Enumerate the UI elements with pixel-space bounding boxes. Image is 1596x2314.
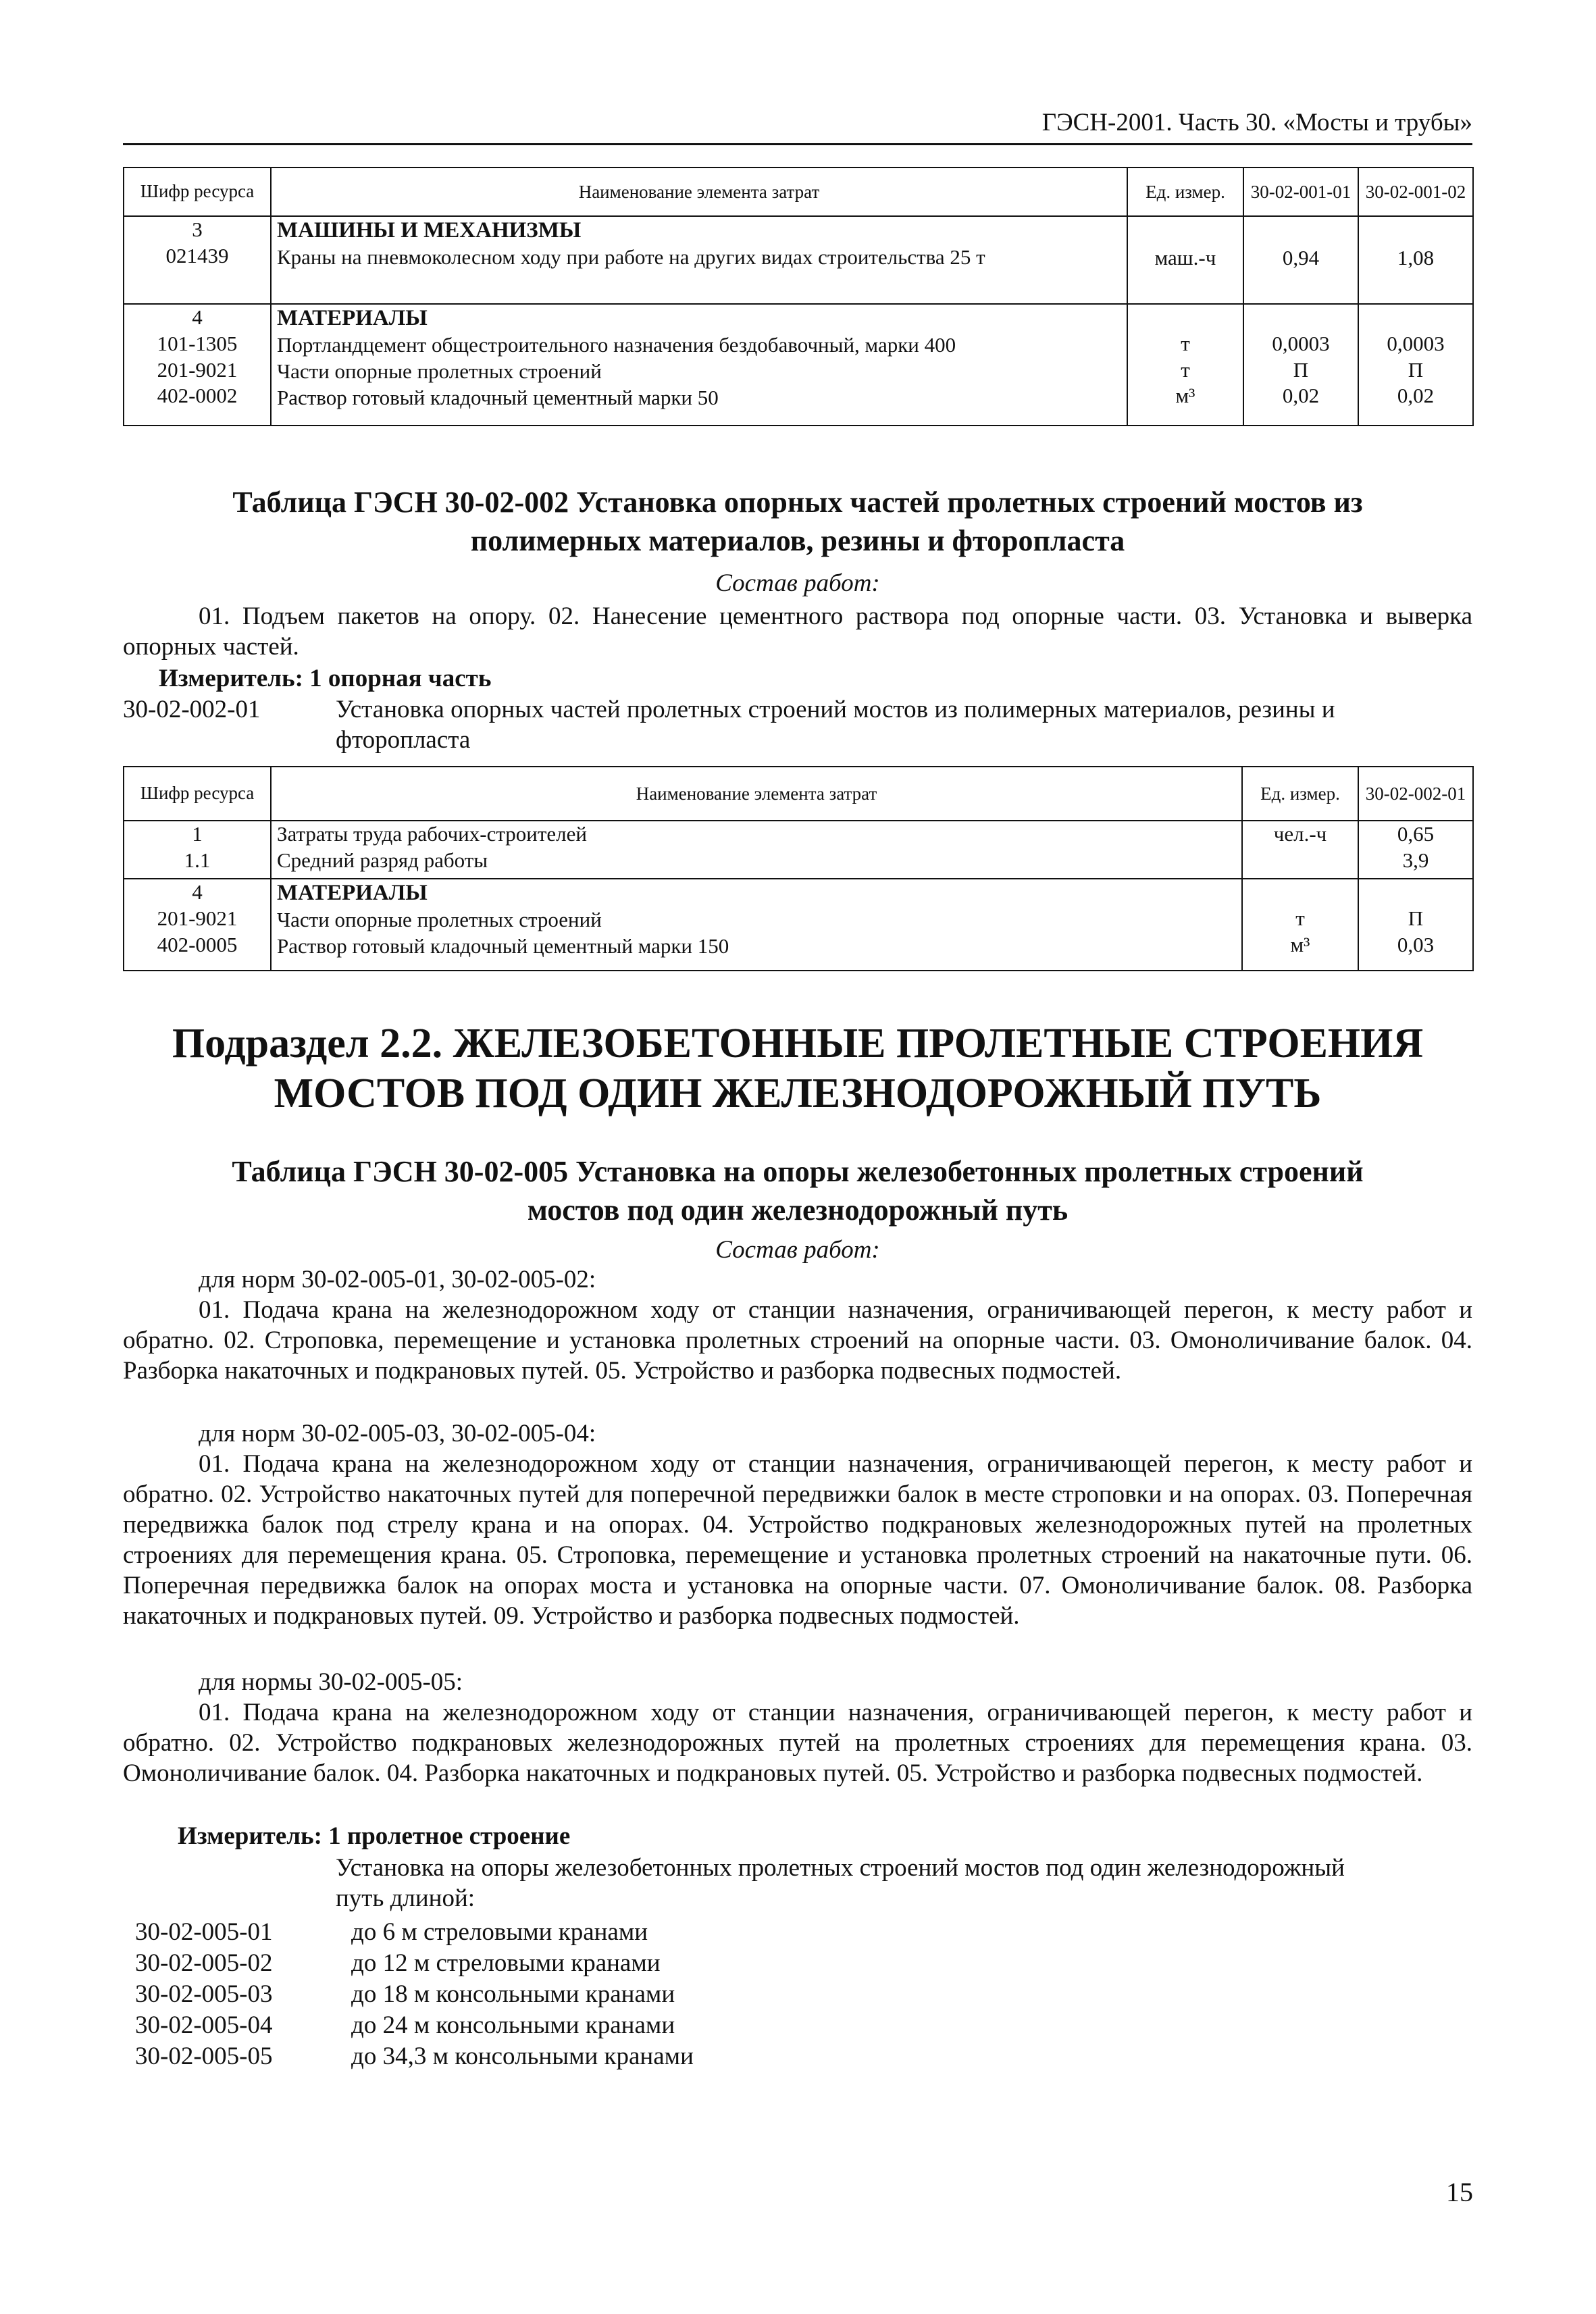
resource-name: Раствор готовый кладочный цементный марки 50 — [277, 385, 719, 409]
title-line: Таблица ГЭСН 30-02-002 Установка опорных частей пролетных строений мостов из — [232, 486, 1363, 519]
unit-cell — [1242, 821, 1358, 879]
composition-text: 01. Подача крана на железнодорожном ходу от станции назначения, ограничивающей перегон, к месту работ и обратно. 02. Устройство подкрановых железнодорожных путей на пролетных строениях для перемещения крана. 03. Омоноличивание балок. 04. Разборка накаточных и подкрановых путей. 05. Устройство и разборка подвесных подмостей. — [123, 1699, 1472, 1787]
table-section-materials — [124, 304, 1473, 426]
name-cell — [271, 216, 1127, 304]
subsection-title-line: Подраздел 2.2. ЖЕЛЕЗОБЕТОННЫЕ ПРОЛЕТНЫЕ СТРОЕНИЯ — [172, 1021, 1424, 1066]
name-cell — [271, 304, 1127, 426]
norms-group-label: для норм 30-02-005-03, 30-02-005-04: — [199, 1420, 596, 1447]
table-section-materials — [124, 879, 1473, 971]
norm-text: до 34,3 м консольными кранами — [351, 2042, 694, 2070]
subsection-title — [123, 1019, 1472, 1119]
table-title-30-02-005 — [123, 1152, 1472, 1229]
header-col1: 30-02-001-01 — [1243, 168, 1358, 216]
unit-cell: маш.-ч — [1127, 216, 1243, 304]
value: П — [1293, 357, 1309, 382]
norm-code: 30-02-005-02 — [135, 1949, 273, 1977]
norm-text: до 12 м стреловыми кранами — [351, 1949, 661, 1977]
resource-code: 402-0005 — [157, 932, 238, 956]
composition-text: 01. Подача крана на железнодорожном ходу от станции назначения, ограничивающей перегон, к месту работ и обратно. 02. Устройство накаточных путей для поперечной передвижки балок в месте строповки и на опорах. 03. Поперечная передвижка балок под стрелу крана и на опорах. 04. Устройство подкрановых железнодорожных путей на пролетных строениях для перемещения крана. 05. Строповка, перемещение и установка пролетных строений на накаточные пути. 06. Поперечная передвижка балок на опорах моста и установка на опорные части. 07. Омоноличивание балок. 08. Разборка накаточных и подкрановых путей. 09. Устройство и разборка подвесных подмостей. — [123, 1450, 1472, 1630]
norm-text: до 24 м консольными кранами — [351, 2011, 675, 2039]
header-rule — [123, 143, 1472, 145]
composition-label: Состав работ: — [715, 569, 880, 597]
resource-name: Краны на пневмоколесном ходу при работе на других видах строительства 25 т — [277, 245, 985, 269]
table-title-30-02-002 — [123, 483, 1472, 560]
value-col2: 1,08 — [1358, 216, 1473, 304]
resource-name: Средний разряд работы — [277, 848, 488, 872]
header-unit: Ед. измер. — [1127, 168, 1243, 216]
resource-code: 021439 — [165, 243, 229, 267]
section-title: МАШИНЫ И МЕХАНИЗМЫ — [277, 218, 582, 242]
title-line: мостов под один железнодорожный путь — [527, 1193, 1069, 1227]
title-line: Таблица ГЭСН 30-02-005 Установка на опоры железобетонных пролетных строений — [232, 1155, 1364, 1188]
header-name: Наименование элемента затрат — [271, 767, 1242, 821]
norm-list-item — [135, 1917, 1472, 1947]
section-code-cell — [124, 879, 271, 971]
name-cell — [271, 879, 1242, 971]
norms-intro — [336, 1853, 1472, 1913]
resource-code: 201-9021 — [157, 906, 238, 930]
resource-unit: м³ — [1290, 932, 1310, 956]
norm-text: до 18 м консольными кранами — [351, 1980, 675, 2008]
title-line: полимерных материалов, резины и фторопласта — [470, 524, 1125, 557]
value: 0,65 — [1397, 822, 1435, 846]
norm-description-line: Установка опорных частей пролетных строений мостов из полимерных материалов, резины и — [336, 696, 1335, 723]
norm-text: до 6 м стреловыми кранами — [351, 1918, 648, 1946]
norms-group-label: для норм 30-02-005-01, 30-02-005-02: — [199, 1266, 596, 1293]
norms-group-label: для нормы 30-02-005-05: — [199, 1668, 463, 1696]
resource-unit: м³ — [1175, 384, 1195, 408]
value: П — [1408, 357, 1424, 382]
resource-unit: чел.-ч — [1273, 822, 1327, 846]
norm-code: 30-02-005-05 — [135, 2042, 273, 2070]
resource-code: 1.1 — [184, 848, 211, 872]
norm-list-item — [135, 1948, 1472, 1978]
value-col1: 0,94 — [1243, 216, 1358, 304]
composition-text: 01. Подача крана на железнодорожном ходу от станции назначения, ограничивающей перегон, к месту работ и обратно. 02. Строповка, перемещение и установка пролетных строений на опорные части. 03. Омоноличивание балок. 04. Разборка накаточных и подкрановых путей. 05. Устройство и разборка подвесных подмостей. — [123, 1296, 1472, 1385]
value: 0,0003 — [1272, 331, 1330, 355]
subsection-title-line: МОСТОВ ПОД ОДИН ЖЕЛЕЗНОДОРОЖНЫЙ ПУТЬ — [274, 1071, 1322, 1116]
value: 3,9 — [1402, 848, 1429, 872]
norms-intro-line: Установка на опоры железобетонных пролетных строений мостов под один железнодорожный — [336, 1854, 1345, 1882]
composition-text: 01. Подъем пакетов на опору. 02. Нанесение цементного раствора под опорные части. 03. Установка и выверка опорных частей. — [123, 602, 1472, 661]
page-number: 15 — [1446, 2177, 1473, 2207]
section-code-cell — [124, 216, 271, 304]
measure-label: Измеритель: 1 опорная часть — [159, 665, 492, 692]
resource-code: 1 — [192, 822, 203, 846]
resource-table-30-02-002 — [123, 766, 1474, 971]
value: 0,02 — [1397, 384, 1435, 408]
section-code-cell — [124, 304, 271, 426]
section-code-cell — [124, 821, 271, 879]
resource-name: Раствор готовый кладочный цементный марки 150 — [277, 934, 729, 958]
norm-code: 30-02-002-01 — [123, 696, 261, 723]
name-cell — [271, 821, 1242, 879]
header-col1: 30-02-002-01 — [1358, 767, 1473, 821]
section-code: 3 — [192, 217, 203, 241]
value-col1 — [1358, 821, 1473, 879]
resource-name: Затраты труда рабочих-строителей — [277, 822, 587, 846]
unit-cell — [1127, 304, 1243, 426]
norm-description-line: фторопласта — [336, 726, 471, 754]
resource-table-30-02-001 — [123, 167, 1474, 426]
norm-description — [336, 694, 1472, 755]
resource-unit: т — [1181, 331, 1190, 355]
value-col1 — [1358, 879, 1473, 971]
norm-code: 30-02-005-04 — [135, 2011, 273, 2039]
running-header: ГЭСН-2001. Часть 30. «Мосты и трубы» — [1041, 109, 1472, 136]
norm-list-item — [135, 2041, 1472, 2072]
header-col2: 30-02-001-02 — [1358, 168, 1473, 216]
norm-list-item — [135, 2010, 1472, 2040]
value: П — [1408, 906, 1424, 930]
resource-name: Портландцемент общестроительного назначения бездобавочный, марки 400 — [277, 333, 956, 357]
resource-code: 101-1305 — [157, 331, 238, 355]
resource-name: Части опорные пролетных строений — [277, 359, 602, 383]
resource-code: 201-9021 — [157, 357, 238, 382]
section-title: МАТЕРИАЛЫ — [277, 306, 428, 330]
header-code: Шифр ресурса — [124, 168, 271, 216]
section-code: 4 — [192, 305, 203, 329]
header-unit: Ед. измер. — [1242, 767, 1358, 821]
table-section-machines — [124, 216, 1473, 304]
norm-list-item — [135, 1979, 1472, 2009]
table-header-row — [124, 168, 1473, 216]
norms-intro-line: путь длиной: — [336, 1884, 475, 1912]
section-code: 4 — [192, 880, 203, 904]
header-code: Шифр ресурса — [124, 767, 271, 821]
value-col2 — [1358, 304, 1473, 426]
table-section-labor — [124, 821, 1473, 879]
norm-code: 30-02-005-03 — [135, 1980, 273, 2008]
resource-name: Части опорные пролетных строений — [277, 908, 602, 932]
value: 0,03 — [1397, 932, 1435, 956]
resource-unit: т — [1295, 906, 1305, 930]
unit-cell — [1242, 879, 1358, 971]
table-header-row — [124, 767, 1473, 821]
value: 0,0003 — [1387, 331, 1445, 355]
value: 0,02 — [1282, 384, 1320, 408]
norm-code: 30-02-005-01 — [135, 1918, 273, 1946]
section-title: МАТЕРИАЛЫ — [277, 881, 428, 905]
value-col1 — [1243, 304, 1358, 426]
resource-code: 402-0002 — [157, 384, 238, 408]
measure-label: Измеритель: 1 пролетное строение — [178, 1822, 571, 1850]
header-name: Наименование элемента затрат — [271, 168, 1127, 216]
resource-unit: т — [1181, 357, 1190, 382]
composition-label: Состав работ: — [715, 1236, 880, 1264]
